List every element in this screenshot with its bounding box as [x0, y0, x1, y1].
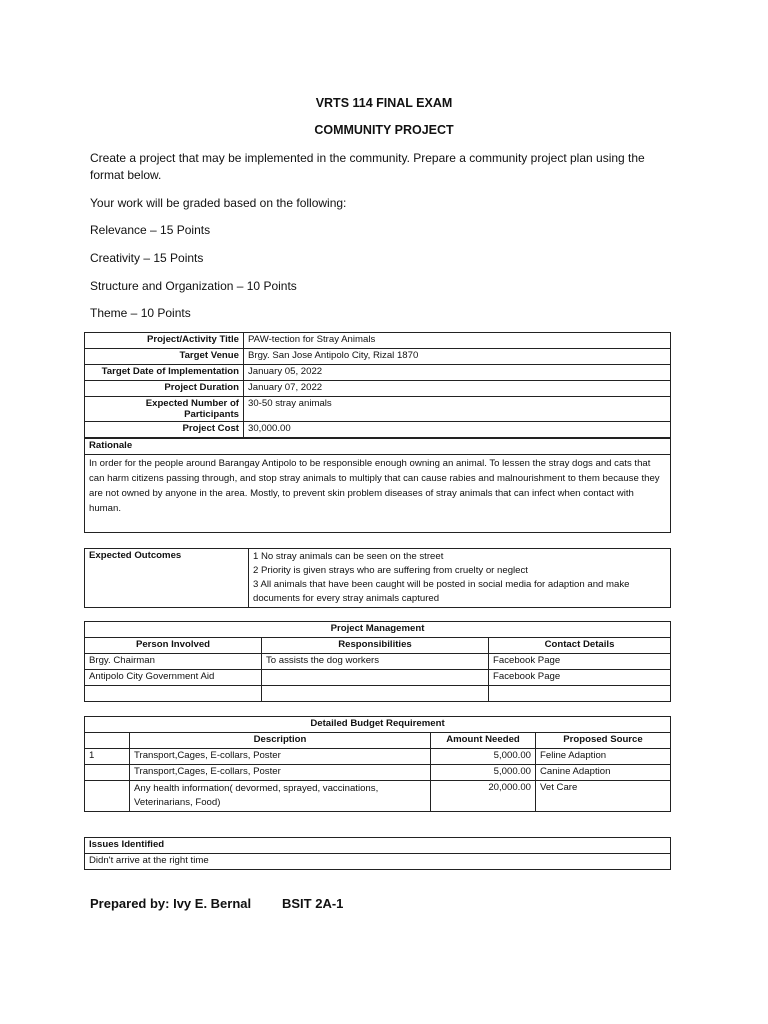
exam-title: VRTS 114 FINAL EXAM — [315, 96, 453, 110]
col-amount-needed: Amount Needed — [431, 733, 536, 749]
table-row — [85, 686, 671, 702]
table-row — [85, 333, 671, 349]
table-row — [85, 670, 671, 686]
table-row — [85, 422, 671, 438]
instruction-text: Create a project that may be implemented in the community. Prepare a community project plan using the format below. — [90, 151, 645, 182]
table-row — [85, 749, 671, 765]
col-number — [85, 733, 130, 749]
criterion-relevance: Relevance – 15 Points — [90, 223, 211, 237]
budget-table — [84, 716, 671, 812]
description-cell: Any health information( devormed, sprayed, vaccinations, Veterinarians, Food) — [130, 781, 431, 812]
item-number-cell: 1 — [85, 749, 130, 765]
amount-cell: 20,000.00 — [431, 781, 536, 812]
target-date-value: January 05, 2022 — [244, 365, 671, 381]
outcomes-list — [249, 549, 671, 608]
prepared-by: Prepared by: Ivy E. Bernal — [90, 896, 252, 911]
outcome-item: 2 Priority is given strays who are suffering from cruelty or neglect — [253, 565, 528, 576]
col-proposed-source: Proposed Source — [536, 733, 671, 749]
table-row — [85, 765, 671, 781]
project-cost-label: Project Cost — [85, 422, 244, 438]
target-venue-label: Target Venue — [85, 349, 244, 365]
participants-value: 30-50 stray animals — [244, 397, 671, 422]
description-cell: Transport,Cages, E-collars, Poster — [130, 749, 431, 765]
project-info-table — [84, 332, 671, 438]
budget-heading: Detailed Budget Requirement — [85, 717, 671, 733]
table-row — [85, 781, 671, 812]
management-table — [84, 621, 671, 702]
outcomes-table — [84, 548, 671, 608]
responsibility-cell — [262, 670, 489, 686]
outcome-item: 1 No stray animals can be seen on the street — [253, 551, 444, 562]
participants-label: Expected Number of Participants — [85, 397, 244, 422]
rationale-text: In order for the people around Barangay Antipolo to be responsible enough owning an animal. To lessen the stray dogs and cats that can harm citizens passing through, and stop stray animals to multiply that can cause rabies and malnourishment to them because they are not owned by anyone in the area. Mostly, to prevent skin problem diseases of stray animals that can infect when contact with human. — [85, 455, 671, 533]
issues-heading: Issues Identified — [85, 838, 671, 854]
table-row — [85, 349, 671, 365]
criterion-theme: Theme – 10 Points — [90, 306, 191, 320]
table-row — [85, 654, 671, 670]
person-cell — [85, 686, 262, 702]
rationale-table — [84, 438, 671, 533]
source-cell: Canine Adaption — [536, 765, 671, 781]
col-person-involved: Person Involved — [85, 638, 262, 654]
project-duration-value: January 07, 2022 — [244, 381, 671, 397]
issues-text: Didn't arrive at the right time — [85, 854, 671, 870]
col-description: Description — [130, 733, 431, 749]
amount-cell: 5,000.00 — [431, 749, 536, 765]
col-contact-details: Contact Details — [489, 638, 671, 654]
description-cell: Transport,Cages, E-collars, Poster — [130, 765, 431, 781]
contact-cell: Facebook Page — [489, 654, 671, 670]
grading-intro: Your work will be graded based on the following: — [90, 196, 347, 210]
table-row — [85, 381, 671, 397]
person-cell: Brgy. Chairman — [85, 654, 262, 670]
table-row — [85, 365, 671, 381]
criterion-structure: Structure and Organization – 10 Points — [90, 279, 297, 293]
target-date-label: Target Date of Implementation — [85, 365, 244, 381]
contact-cell: Facebook Page — [489, 670, 671, 686]
responsibility-cell — [262, 686, 489, 702]
criterion-creativity: Creativity – 15 Points — [90, 251, 204, 265]
section-label: BSIT 2A-1 — [282, 896, 344, 911]
target-venue-value: Brgy. San Jose Antipolo City, Rizal 1870 — [244, 349, 671, 365]
table-row — [85, 397, 671, 422]
contact-cell — [489, 686, 671, 702]
project-cost-value: 30,000.00 — [244, 422, 671, 438]
project-title-value: PAW-tection for Stray Animals — [244, 333, 671, 349]
exam-subtitle: COMMUNITY PROJECT — [314, 123, 454, 137]
issues-table — [84, 837, 671, 870]
amount-cell: 5,000.00 — [431, 765, 536, 781]
source-cell: Vet Care — [536, 781, 671, 812]
project-title-label: Project/Activity Title — [85, 333, 244, 349]
source-cell: Feline Adaption — [536, 749, 671, 765]
responsibility-cell: To assists the dog workers — [262, 654, 489, 670]
person-cell: Antipolo City Government Aid — [85, 670, 262, 686]
col-responsibilities: Responsibilities — [262, 638, 489, 654]
item-number-cell — [85, 781, 130, 812]
rationale-heading: Rationale — [85, 439, 671, 455]
project-duration-label: Project Duration — [85, 381, 244, 397]
outcome-item: 3 All animals that have been caught will be posted in social media for adaption and make documents for every stray animals captured — [253, 579, 630, 604]
management-heading: Project Management — [85, 622, 671, 638]
item-number-cell — [85, 765, 130, 781]
outcomes-heading: Expected Outcomes — [85, 549, 249, 608]
